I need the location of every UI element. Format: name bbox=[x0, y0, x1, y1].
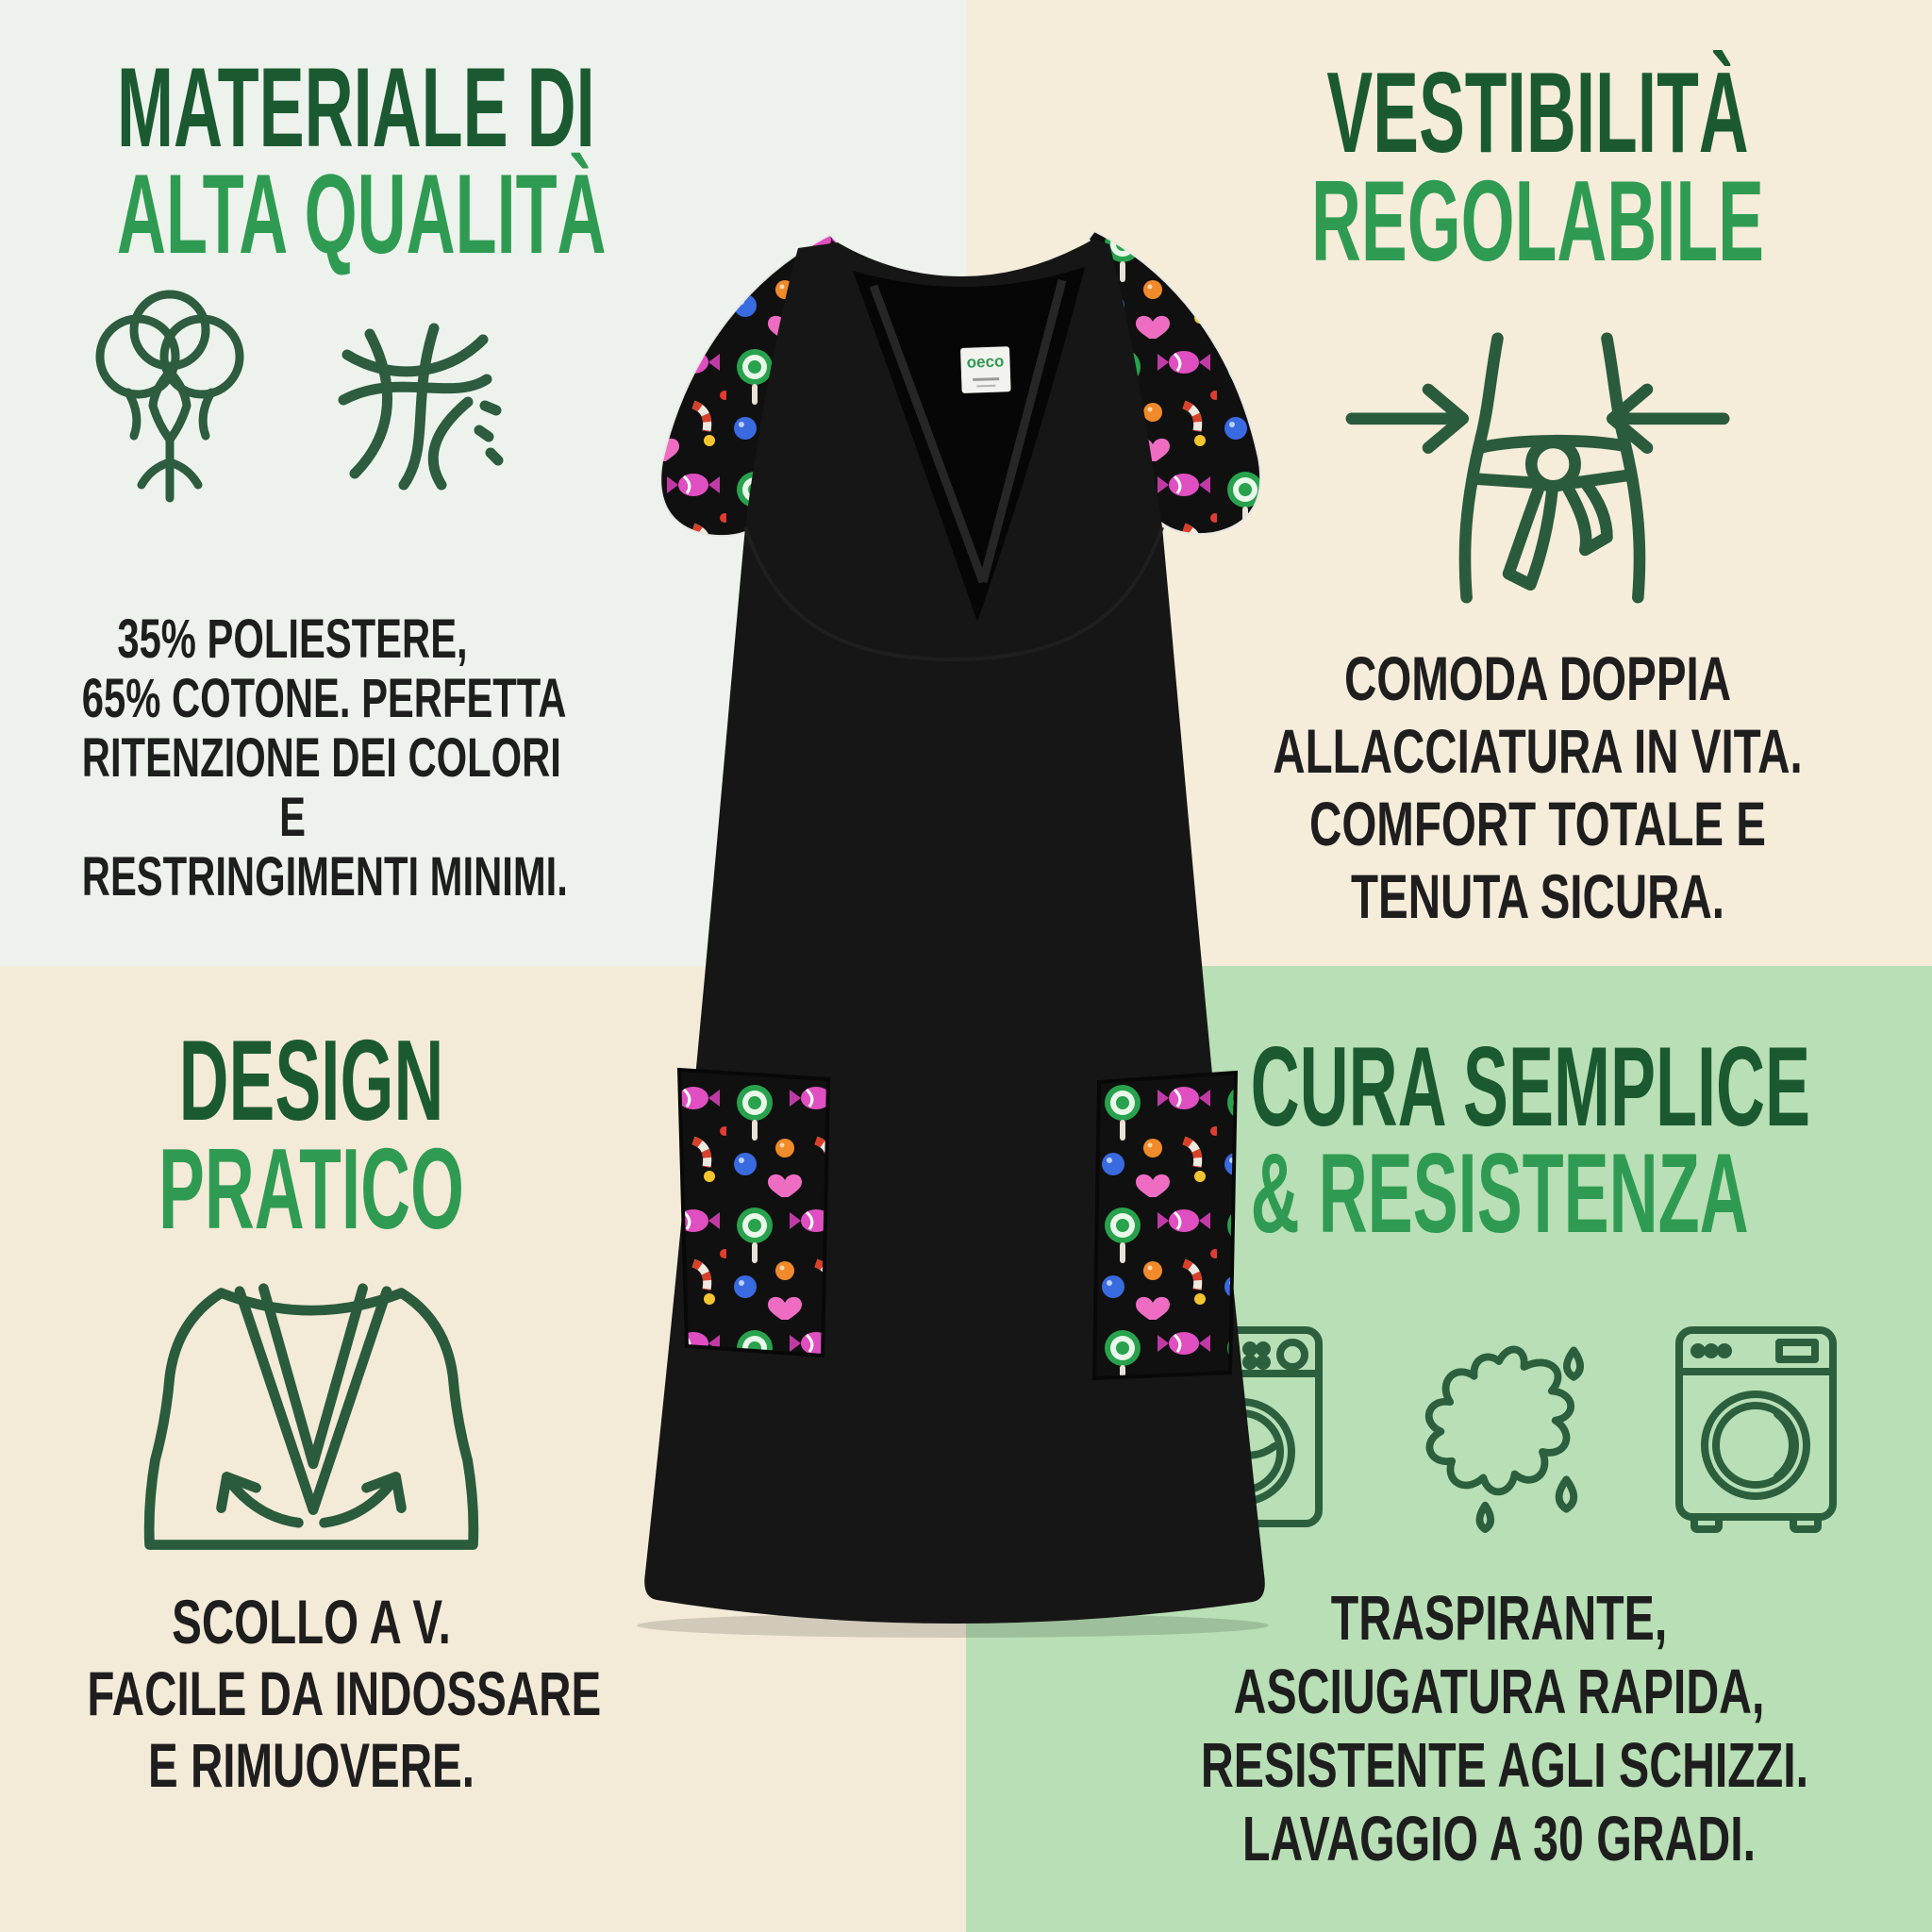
fiber-strands-icon bbox=[321, 281, 509, 526]
splash-icon bbox=[1391, 1324, 1607, 1537]
section-care-heading-2: & RESISTENZA bbox=[1250, 1129, 1749, 1257]
body-line: SCOLLO A V. bbox=[172, 1587, 451, 1657]
cotton-boll-icon bbox=[75, 281, 264, 526]
body-line: E RIMUOVERE. bbox=[148, 1730, 475, 1801]
body-line: RESTRINGIMENTI MINIMI. bbox=[81, 845, 568, 908]
section-design-heading-2: PRATICO bbox=[158, 1124, 464, 1253]
section-material-heading-1: MATERIALE DI bbox=[117, 44, 595, 171]
section-care-heading-1: CURA SEMPLICE bbox=[1250, 1024, 1810, 1150]
brand-label-text: oeco bbox=[966, 352, 1005, 372]
section-design-body bbox=[0, 1586, 623, 1801]
body-line: ASCIUGATURA RAPIDA, bbox=[1233, 1656, 1765, 1727]
body-line: 35% POLIESTERE, bbox=[117, 608, 468, 670]
section-material-heading-2: ALTA QUALITÀ bbox=[117, 150, 607, 277]
waist-tie-arrows-icon bbox=[1330, 331, 1745, 605]
body-line: RITENZIONE DEI COLORI bbox=[81, 726, 561, 789]
product-photo bbox=[604, 215, 1302, 1641]
pocket-left-candy bbox=[679, 1070, 828, 1356]
design-icons-row bbox=[0, 1280, 623, 1565]
body-line: TENUTA SICURA. bbox=[1351, 861, 1724, 932]
body-line: LAVAGGIO A 30 GRADI. bbox=[1241, 1803, 1757, 1874]
body-line: 65% COTONE. PERFETTA bbox=[81, 667, 567, 729]
brand-label bbox=[960, 346, 1011, 393]
body-line: RESISTENTE AGLI SCHIZZI. bbox=[1200, 1729, 1809, 1801]
section-design bbox=[0, 966, 623, 1801]
body-line: TRASPIRANTE, bbox=[1330, 1582, 1668, 1654]
section-fit-heading-1: VESTIBILITÀ bbox=[1326, 48, 1749, 176]
section-design-heading-1: DESIGN bbox=[178, 1016, 444, 1144]
body-line: FACILE DA INDOSSARE bbox=[87, 1658, 602, 1729]
pocket-right-candy bbox=[1094, 1073, 1236, 1378]
section-material-body bbox=[0, 609, 585, 907]
section-fit-heading-2: REGOLABILE bbox=[1311, 156, 1764, 285]
body-line: E bbox=[279, 786, 306, 848]
material-icons-row bbox=[0, 281, 585, 526]
v-neck-vest-icon bbox=[113, 1280, 509, 1565]
section-material bbox=[0, 0, 607, 908]
body-line: COMFORT TOTALE E bbox=[1309, 789, 1766, 859]
dryer-icon bbox=[1674, 1324, 1839, 1537]
body-line: ALLACCIATURA IN VITA. bbox=[1273, 716, 1803, 787]
body-line: COMODA DOPPIA bbox=[1343, 643, 1732, 714]
